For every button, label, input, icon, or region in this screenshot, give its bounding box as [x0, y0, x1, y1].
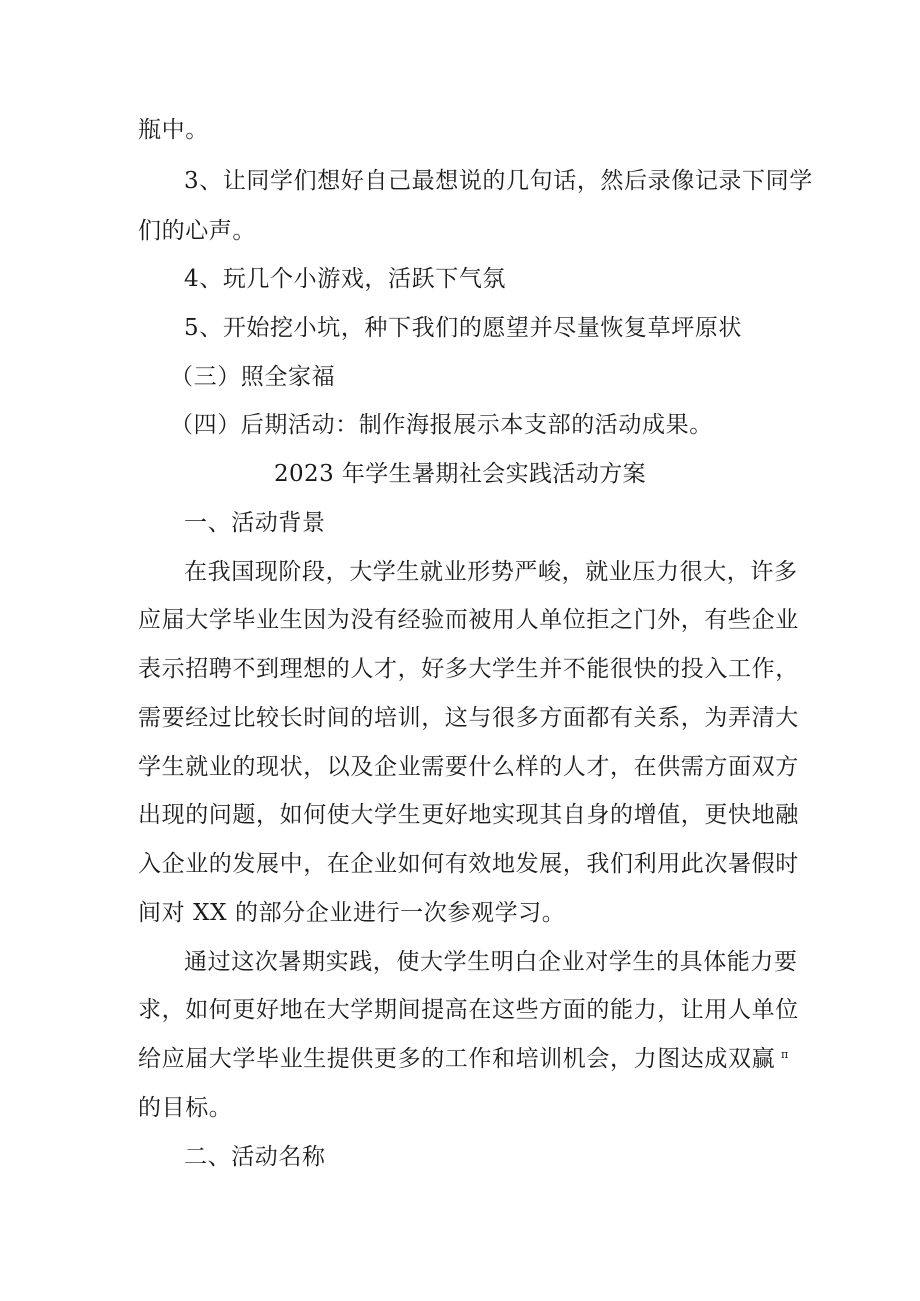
paragraph-line: 间对 XX 的部分企业进行一次参观学习。: [138, 900, 566, 926]
paragraph-line: 在我国现阶段，大学生就业形势严峻，就业压力很大，许多: [184, 559, 798, 585]
text-line: 瓶中。: [138, 117, 209, 143]
paragraph-line: 求，如何更好地在大学期间提高在这些方面的能力，让用人单位: [138, 997, 799, 1023]
subheading-four: （四）后期活动：制作海报展示本支部的活动成果。: [170, 412, 713, 438]
paragraph-line: 入企业的发展中，在企业如何有效地发展，我们利用此次暑假时: [138, 851, 799, 877]
stray-mark-glyph: π: [781, 1048, 789, 1061]
paragraph-line: 出现的问题，如何使大学生更好地实现其自身的增值，更快地融: [138, 802, 799, 828]
stray-mark: [777, 1044, 789, 1074]
paragraph-line: 学生就业的现状，以及企业需要什么样的人才，在供需方面双方: [138, 754, 799, 780]
paragraph-line: 的目标。: [138, 1095, 233, 1121]
paragraph-line: 表示招聘不到理想的人才，好多大学生并不能很快的投入工作，: [138, 656, 799, 682]
paragraph-line: 通过这次暑期实践，使大学生明白企业对学生的具体能力要: [184, 949, 798, 975]
paragraph-line: 给应届大学毕业生提供更多的工作和培训机会，力图达成双赢: [138, 1046, 776, 1072]
subheading-three: （三）照全家福: [170, 364, 336, 390]
list-item-4: 4、玩几个小游戏，活跃下气氛: [184, 266, 507, 292]
section-heading-background: 一、活动背景: [184, 510, 326, 536]
list-item-3: 3、让同学们想好自己最想说的几句话，然后录像记录下同学: [184, 168, 813, 194]
text-line: 们的心声。: [138, 218, 256, 244]
list-item-5: 5、开始挖小坑，种下我们的愿望并尽量恢复草坪原状: [184, 315, 743, 341]
paragraph-line: 应届大学毕业生因为没有经验而被用人单位拒之门外，有些企业: [138, 607, 799, 633]
document-title: 2023 年学生暑期社会实践活动方案: [273, 461, 647, 487]
section-heading-name: 二、活动名称: [184, 1144, 326, 1170]
paragraph-line: 需要经过比较长时间的培训，这与很多方面都有关系，为弄清大: [138, 705, 799, 731]
